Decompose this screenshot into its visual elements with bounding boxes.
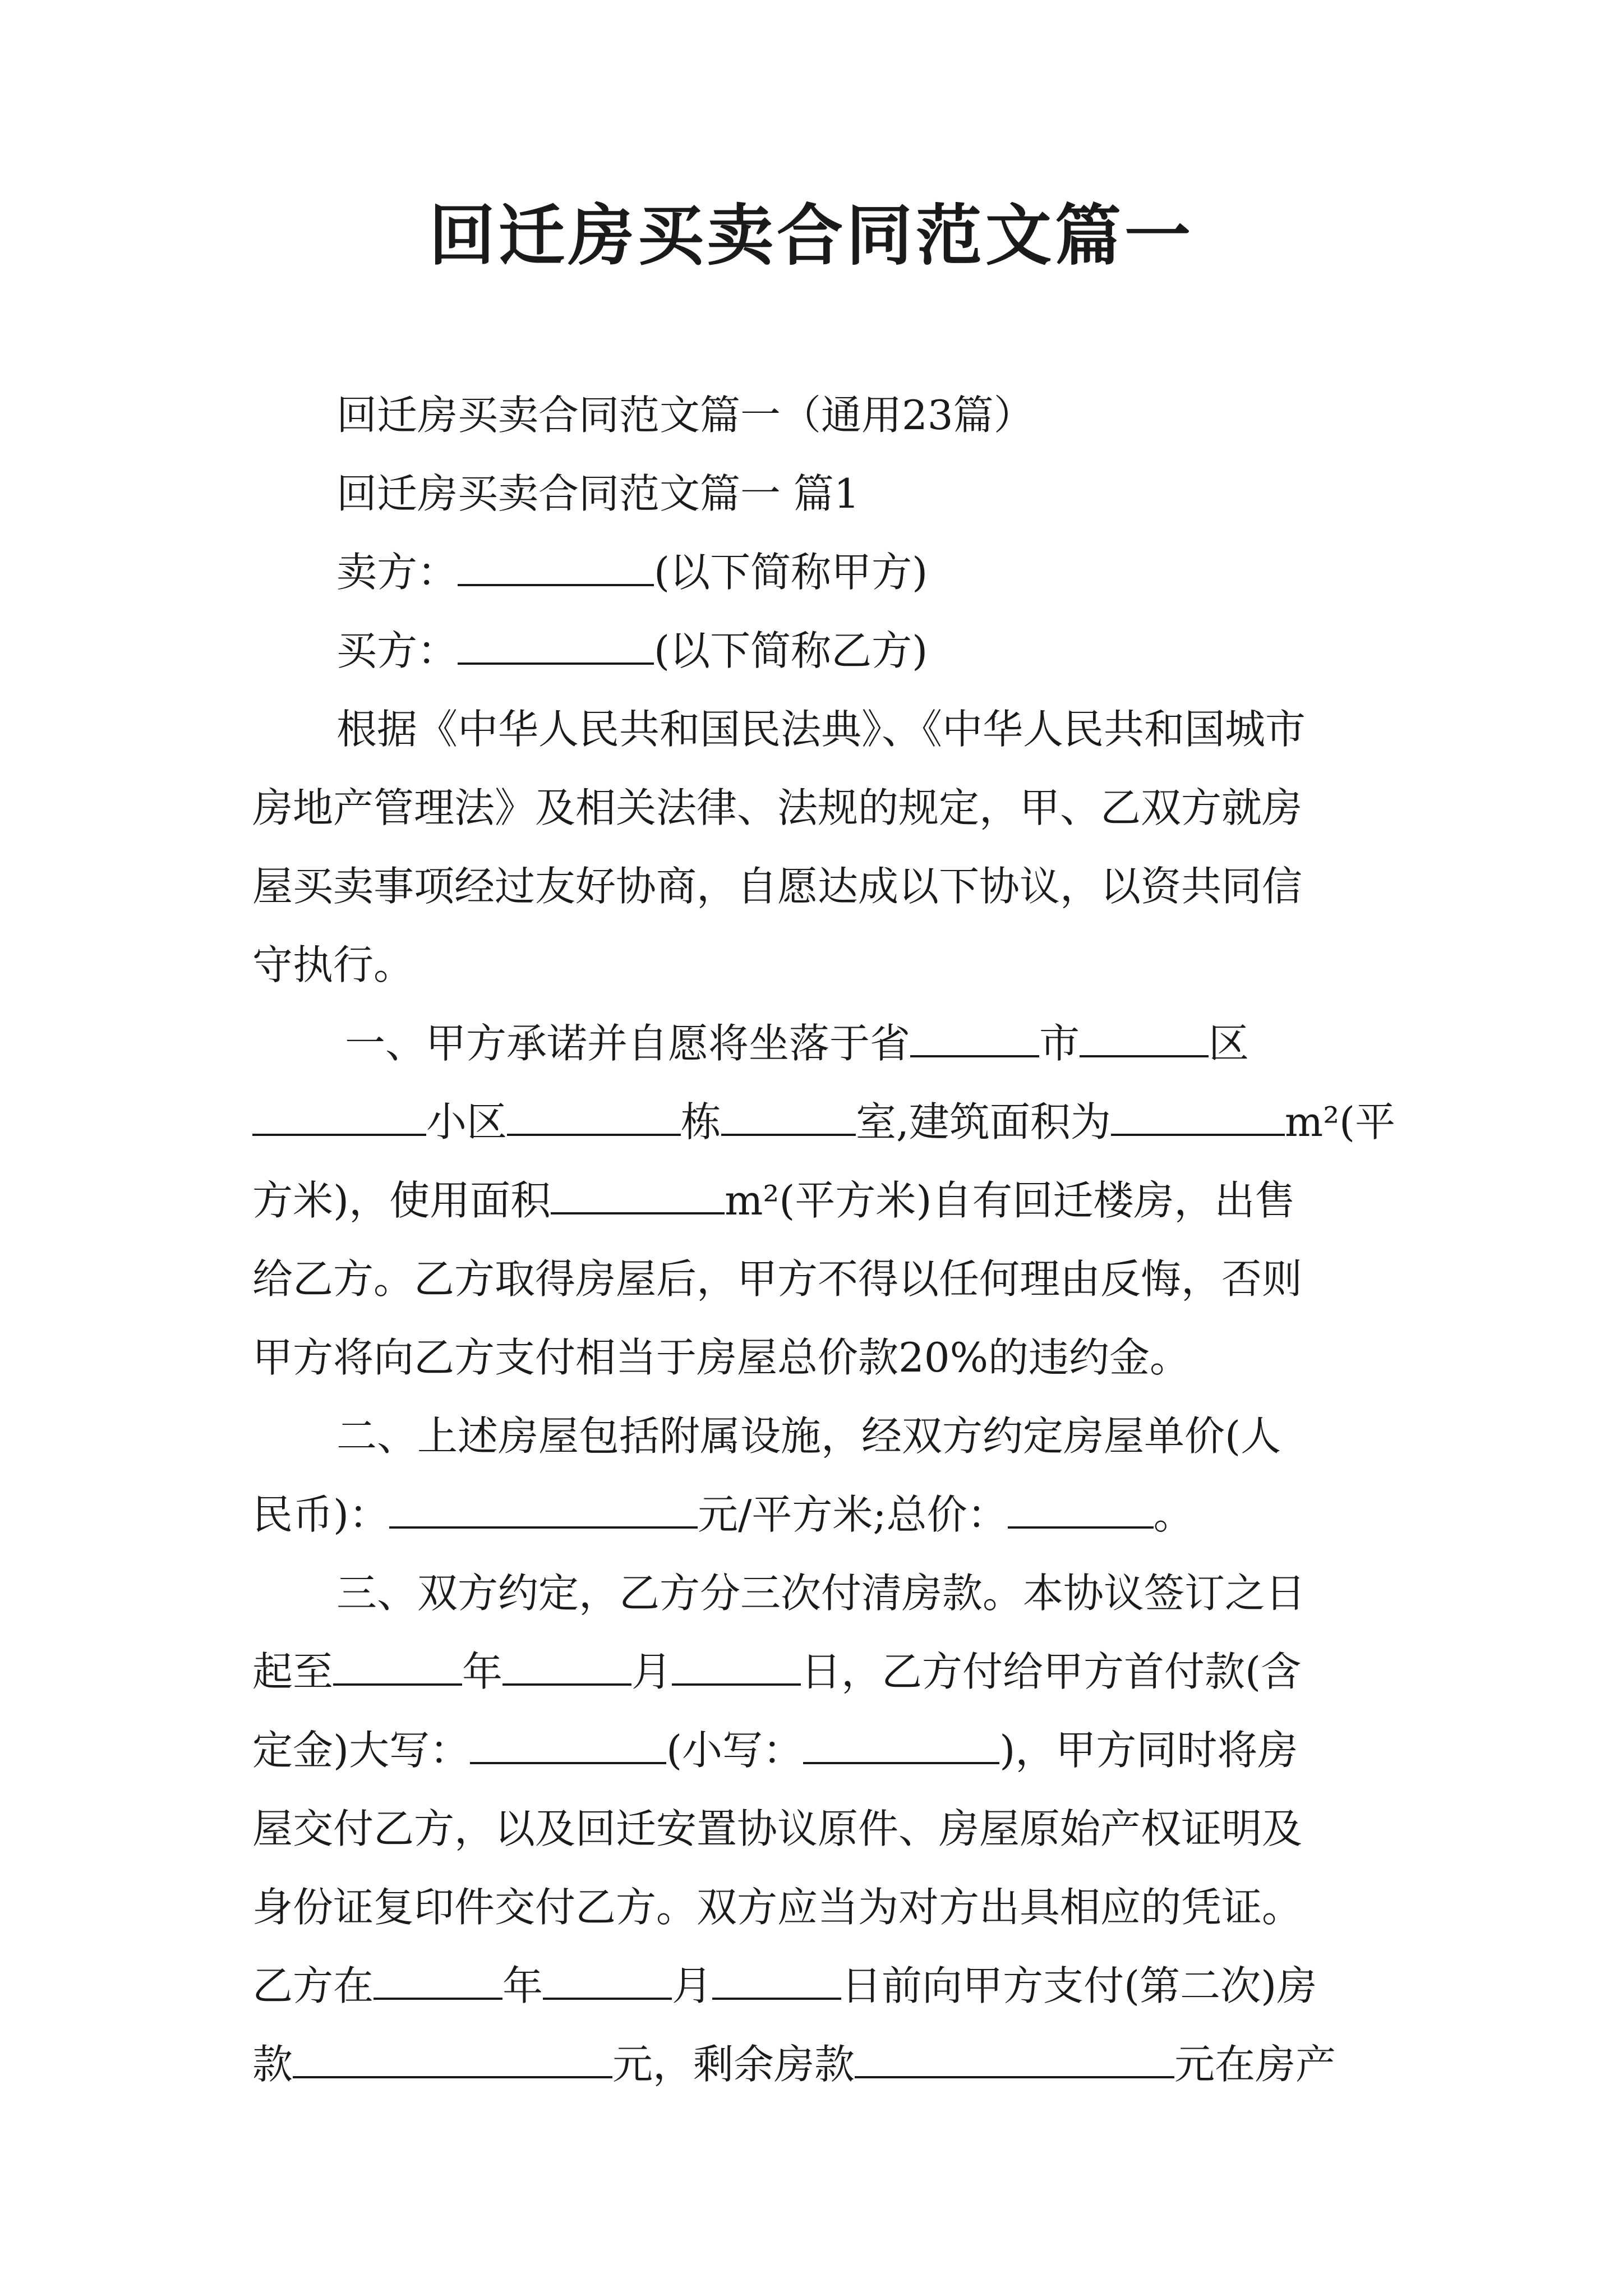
buyer-name-blank [458, 629, 654, 665]
unit-price-blank [389, 1493, 698, 1529]
community-blank [507, 1100, 681, 1136]
clause1-text: m²(平 [1284, 1098, 1396, 1145]
section-heading-text: 回迁房买卖合同范文篇一 篇1 [336, 470, 860, 517]
clause3-text: 乙方在 [252, 1962, 374, 2009]
clause3-line [252, 2025, 1391, 2104]
clause3-text: 身份证复印件交付乙方。双方应当为对方出具相应的凭证。 [252, 1884, 1303, 1931]
preamble-line [252, 690, 1391, 769]
section-heading [252, 454, 1391, 533]
clause3-text: 月 [631, 1648, 672, 1695]
clause1-line [252, 1161, 1391, 1240]
total-price-blank [1008, 1493, 1154, 1529]
clause1-line [252, 1004, 1391, 1083]
clause1-text: 室,建筑面积为 [856, 1098, 1111, 1145]
clause3-text: 年 [462, 1648, 503, 1695]
clause2-text: 。 [1153, 1491, 1194, 1538]
clause1-text: 市 [1039, 1020, 1080, 1067]
buyer-label: 买方： [336, 627, 458, 674]
clause1-text: 甲方将向乙方支付相当于房屋总价款20%的违约金。 [252, 1334, 1191, 1381]
clause1-line [252, 1240, 1391, 1318]
clause1-text: m²(平方米)自有回迁楼房，出售 [725, 1177, 1295, 1224]
clause2-text: 元/平方米;总价： [698, 1491, 1008, 1538]
province-blank [910, 1022, 1039, 1057]
clause1-text: 给乙方。乙方取得房屋后，甲方不得以任何理由反悔，否则 [252, 1255, 1303, 1303]
amount-words-blank [470, 1728, 666, 1764]
preamble-text: 屋买卖事项经过友好协商，自愿达成以下协议，以资共同信 [252, 863, 1303, 910]
clause3-text: 起至 [252, 1648, 334, 1695]
year-blank [374, 1964, 502, 2000]
floor-area-blank [1111, 1100, 1285, 1136]
month-blank [543, 1964, 672, 2000]
clause2-line [252, 1397, 1391, 1475]
clause3-text: (小写： [666, 1727, 804, 1774]
seller-label: 卖方： [336, 549, 458, 596]
clause1-text: 小区 [426, 1098, 508, 1145]
clause3-text: 年 [502, 1962, 543, 2009]
month-blank [502, 1650, 631, 1686]
clause3-text: 元，剩余房款 [612, 2041, 855, 2088]
preamble-text: 房地产管理法》及相关法律、法规的规定，甲、乙双方就房 [252, 784, 1303, 831]
building-blank [721, 1100, 856, 1136]
year-blank [333, 1650, 462, 1686]
clause1-text: 方米)，使用面积 [252, 1177, 551, 1224]
clause3-line [252, 1711, 1391, 1789]
usable-area-blank [551, 1179, 725, 1214]
clause2-text: 民币)： [252, 1491, 390, 1538]
seller-name-blank [458, 550, 654, 586]
clause3-line [252, 1947, 1391, 2025]
clause3-text: )，甲方同时将房 [999, 1727, 1298, 1774]
clause1-text: 栋 [681, 1098, 722, 1145]
document-subtitle [252, 376, 1391, 454]
clause3-line [252, 1789, 1391, 1868]
clause3-text: 元在房产 [1174, 2041, 1336, 2088]
clause3-text: 定金)大写： [252, 1727, 471, 1774]
clause2-line [252, 1475, 1391, 1554]
clause3-line [252, 1868, 1391, 1947]
clause3-text: 日，乙方付给甲方首付款(含 [801, 1648, 1302, 1695]
amount-figures-blank [803, 1728, 999, 1764]
seller-line [252, 533, 1391, 611]
day-blank [672, 1650, 801, 1686]
district-blank [252, 1100, 426, 1136]
day-blank [712, 1964, 841, 2000]
seller-note: (以下简称甲方) [654, 549, 928, 596]
clause1-text: 区 [1209, 1020, 1249, 1067]
clause3-text: 月 [672, 1962, 713, 2009]
clause3-text: 屋交付乙方，以及回迁安置协议原件、房屋原始产权证明及 [252, 1805, 1303, 1852]
document-title: 回迁房买卖合同范文篇一 [428, 196, 1194, 274]
buyer-line [252, 611, 1391, 690]
clause3-line [252, 1554, 1391, 1632]
preamble-text: 守执行。 [252, 941, 414, 988]
city-blank [1080, 1022, 1209, 1057]
clause3-text: 款 [252, 2041, 293, 2088]
preamble-line [252, 926, 1391, 1004]
document-body [252, 376, 1396, 2104]
clause1-line [252, 1318, 1391, 1397]
clause3-text: 三、双方约定，乙方分三次付清房款。本协议签订之日 [336, 1570, 1306, 1617]
preamble-line [252, 769, 1391, 847]
clause2-text: 二、上述房屋包括附属设施，经双方约定房屋单价(人 [336, 1412, 1281, 1460]
clause3-text: 日前向甲方支付(第二次)房 [841, 1962, 1317, 2009]
preamble-line [252, 847, 1391, 926]
preamble-text: 根据《中华人民共和国民法典》、《中华人民共和国城市 [336, 706, 1306, 753]
clause3-line [252, 1632, 1391, 1711]
clause1-line [252, 1083, 1396, 1161]
clause1-text: 一、甲方承诺并自愿将坐落于省 [345, 1020, 911, 1067]
remaining-payment-blank [855, 2042, 1174, 2078]
subtitle-text: 回迁房买卖合同范文篇一（通用23篇） [336, 392, 1034, 439]
second-payment-blank [293, 2042, 612, 2078]
buyer-note: (以下简称乙方) [654, 627, 928, 674]
